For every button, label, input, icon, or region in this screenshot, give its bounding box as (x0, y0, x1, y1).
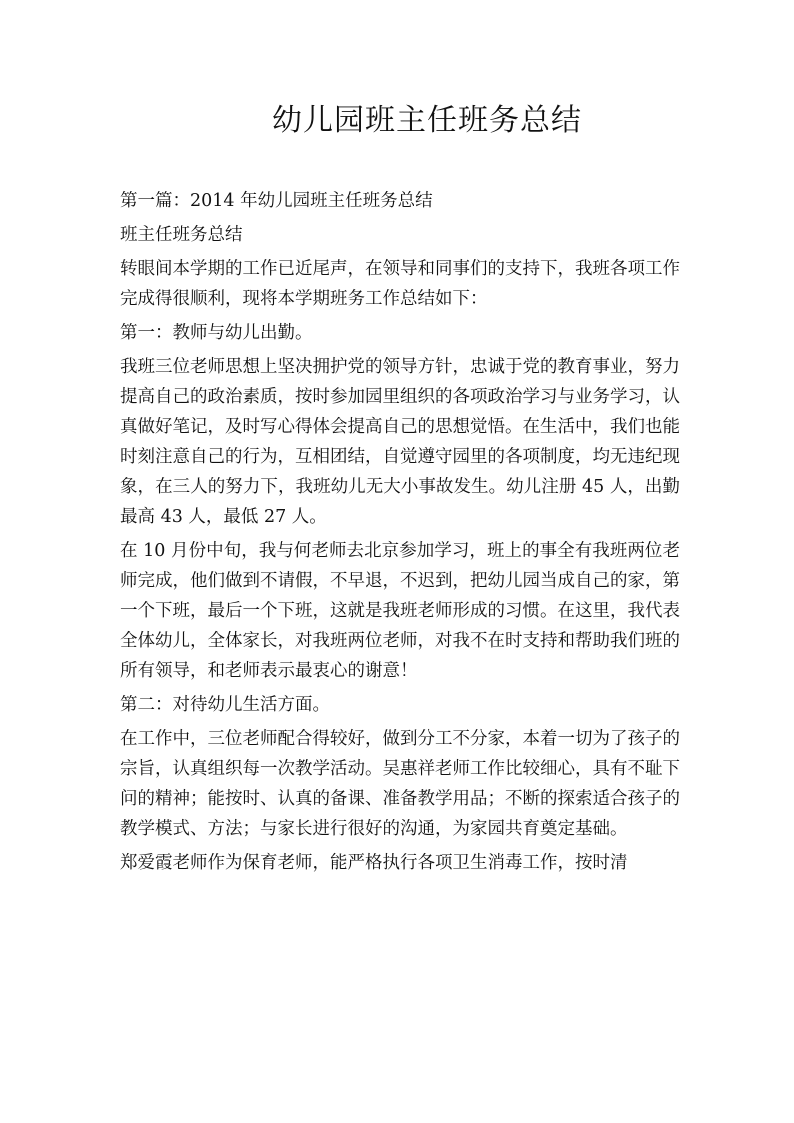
document-title: 幼儿园班主任班务总结 (272, 103, 582, 138)
section-heading-attendance: 第一：教师与幼儿出勤。 (120, 323, 313, 343)
paragraph-intro: 转眼间本学期的工作已近尾声，在领导和同事们的支持下，我班各项工作完成得很顺利，现将本学期班务工作总结如下： (120, 259, 680, 309)
paragraph-attendance: 我班三位老师思想上坚决拥护党的领导方针，忠诚于党的教育事业，努力提高自己的政治素质，按时参加园里组织的各项政治学习与业务学习，认真做好笔记，及时写心得体会提高自己的思想觉悟。在生活中，我们也能时刻注意自己的行为，互相团结，自觉遵守园里的各项制度，均无违纪现象，在三人的努力下，我班幼儿无大小事故发生。幼儿注册 45 人，出勤最高 43 人，最低 27 人。 (120, 357, 680, 527)
paragraph-october: 在 10 月份中旬，我与何老师去北京参加学习，班上的事全有我班两位老师完成，他们做到不请假，不早退，不迟到，把幼儿园当成自己的家，第一个下班，最后一个下班，这就是我班老师形成的习惯。在这里，我代表全体幼儿，全体家长，对我班两位老师，对我不在时支持和帮助我们班的所有领导，和老师表示最衷心的谢意！ (120, 541, 680, 681)
paragraph-caregiver: 郑爱霞老师作为保育老师，能严格执行各项卫生消毒工作，按时清 (120, 853, 628, 873)
paragraph-cooperation: 在工作中，三位老师配合得较好，做到分工不分家，本着一切为了孩子的宗旨，认真组织每一次教学活动。吴惠祥老师工作比较细心，具有不耻下问的精神；能按时、认真的备课、准备教学用品；不断的探索适合孩子的教学模式、方法；与家长进行很好的沟通，为家园共育奠定基础。 (120, 729, 680, 839)
section-heading-life: 第二：对待幼儿生活方面。 (120, 695, 330, 715)
section-heading-1: 第一篇：2014 年幼儿园班主任班务总结 (120, 191, 433, 211)
document-body (120, 186, 680, 882)
sub-heading: 班主任班务总结 (120, 225, 243, 245)
